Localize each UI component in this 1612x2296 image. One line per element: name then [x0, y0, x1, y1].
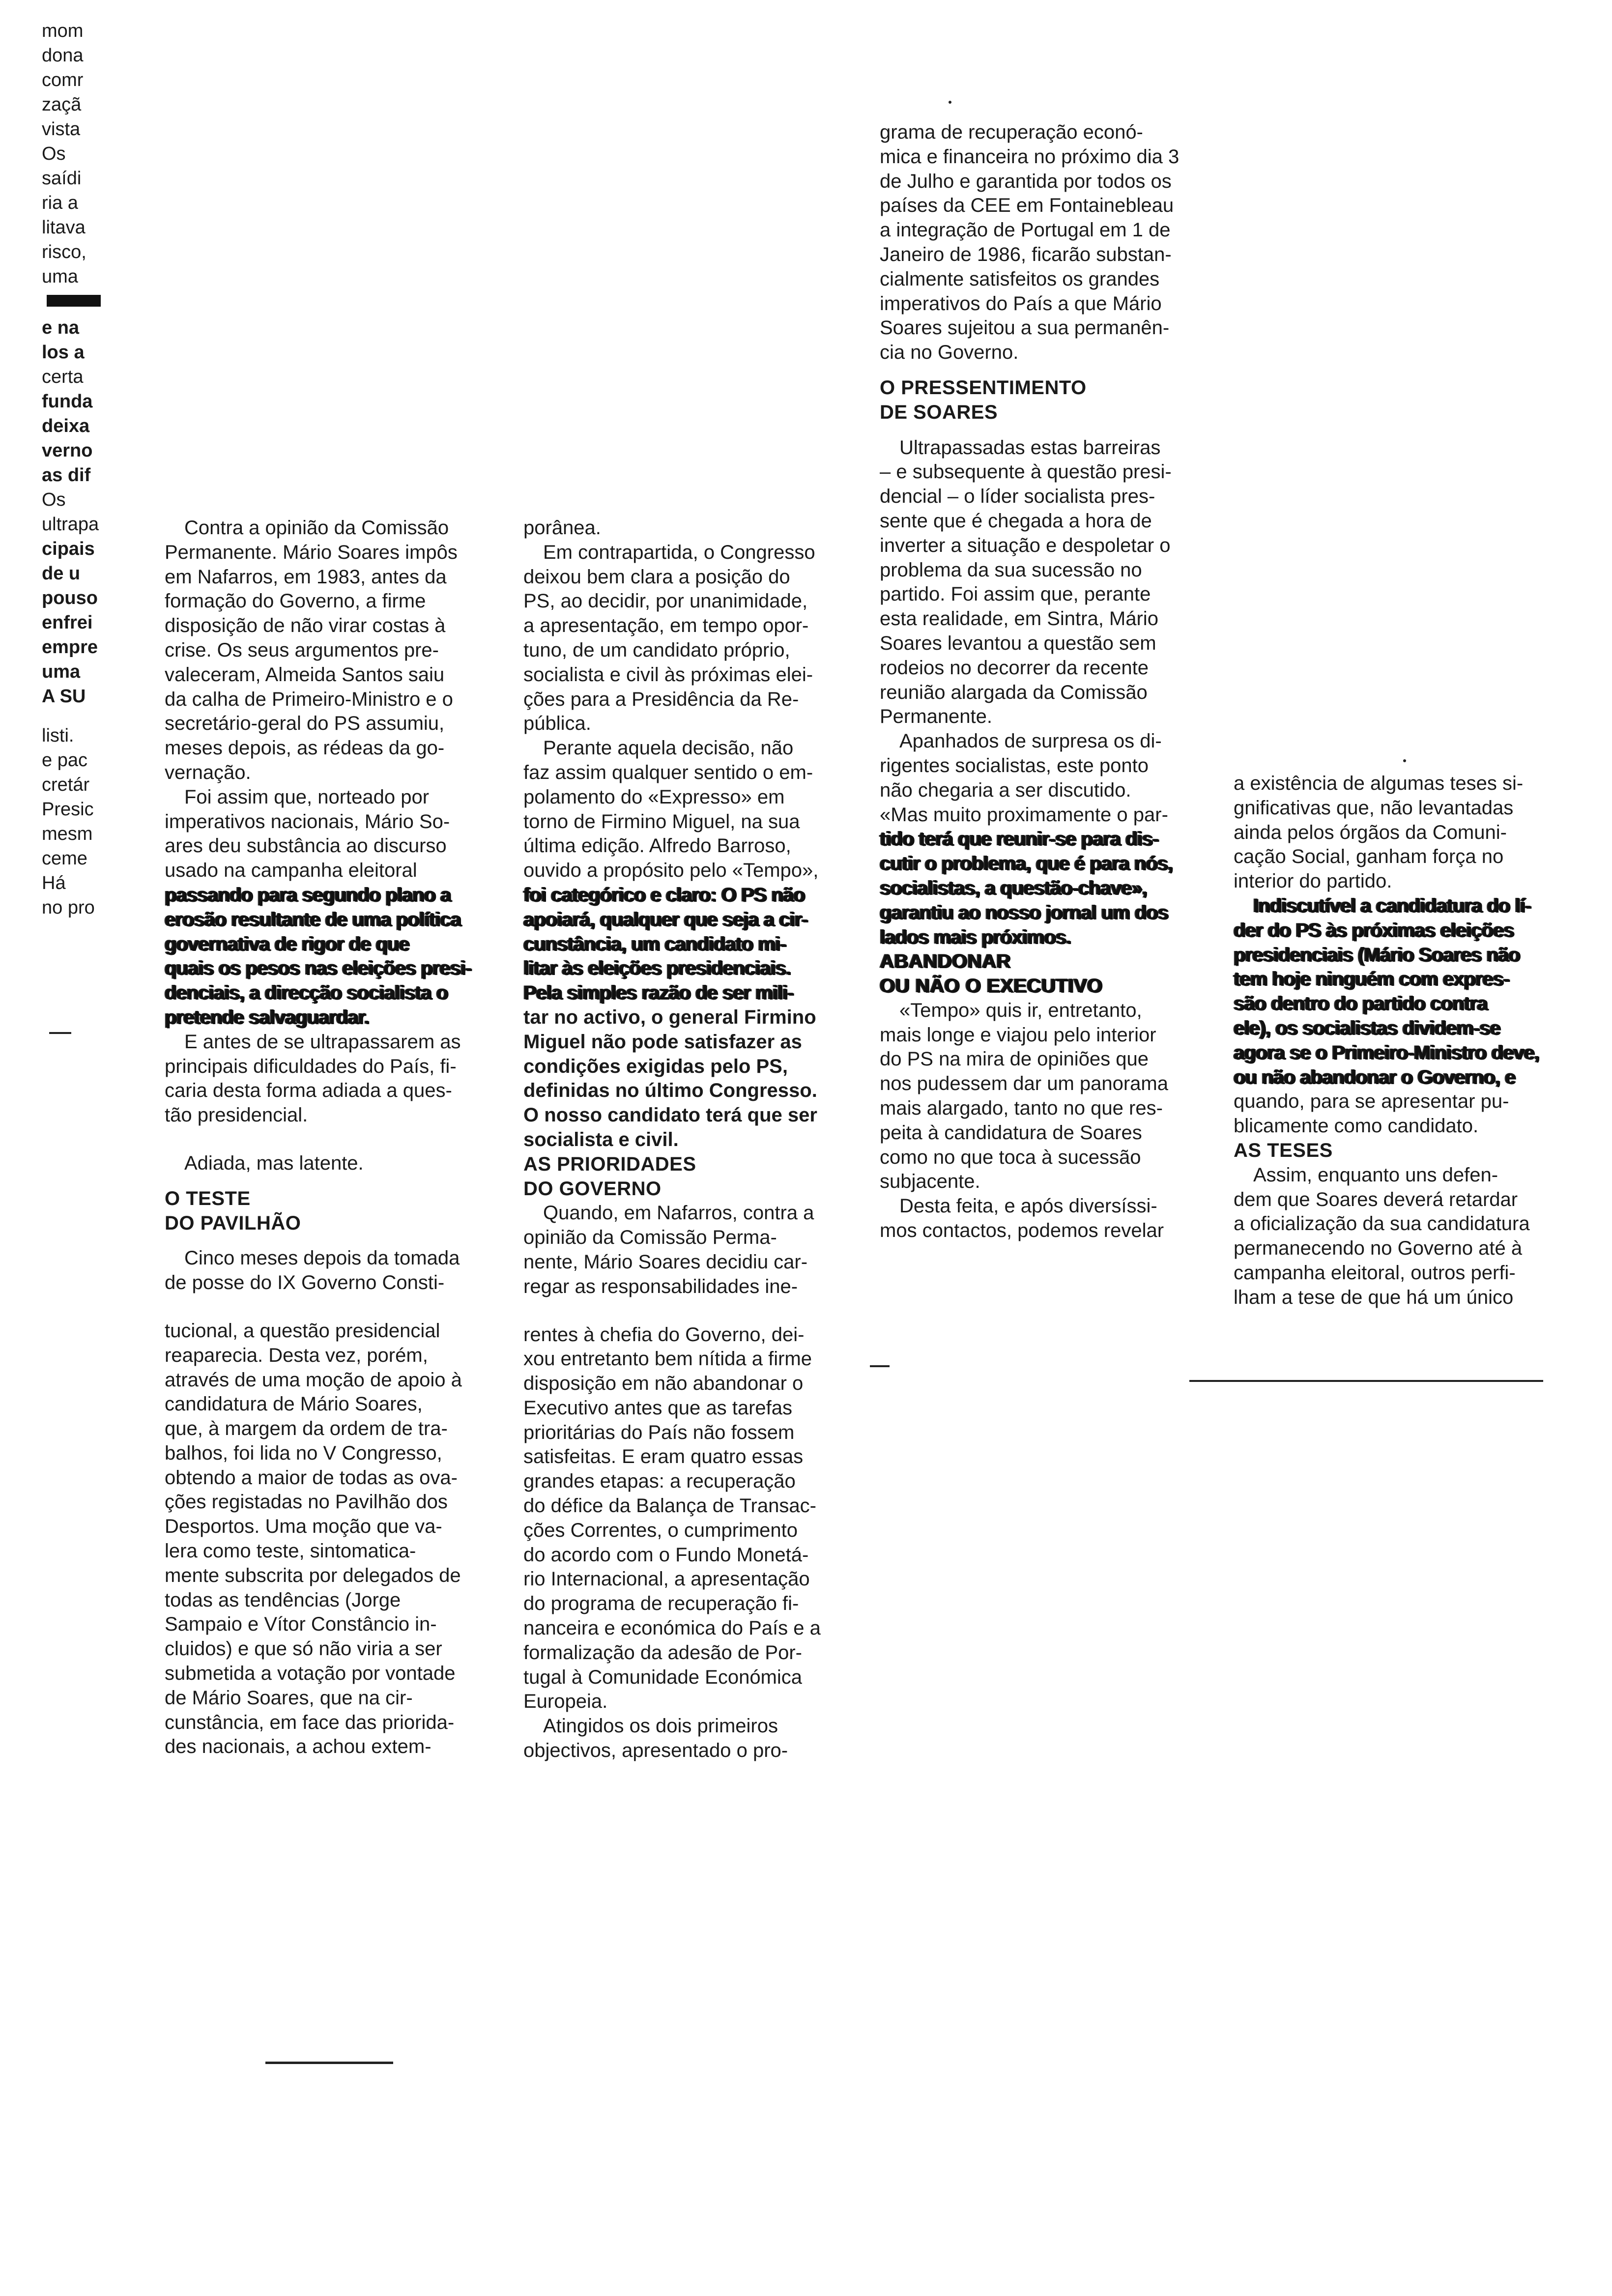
text-line: nente, Mário Soares decidiu car- — [523, 1251, 808, 1273]
text-line: inverter a situação e despoletar o — [880, 534, 1171, 556]
text-line: formação do Governo, a firme — [165, 590, 426, 612]
column-end-rule-1 — [265, 2062, 393, 2064]
text-line: dem que Soares deverá retardar — [1234, 1188, 1518, 1210]
section-heading: ABANDONAR — [880, 950, 1011, 973]
text-line: satisfeitas. E eram quatro essas — [523, 1446, 804, 1468]
text-line: balhos, foi lida no V Congresso, — [165, 1442, 442, 1464]
text-line: ou não abandonar o Governo, e — [1234, 1066, 1516, 1088]
text-line: rodeios no decorrer da recente — [880, 657, 1149, 679]
fragment-line: zaçã — [42, 94, 82, 115]
text-line: mente subscrita por delegados de — [165, 1564, 461, 1586]
text-line: Perante aquela decisão, não — [543, 737, 794, 759]
text-line: ele), os socialistas dividem-se — [1234, 1017, 1500, 1039]
text-line: Em contrapartida, o Congresso — [543, 541, 815, 563]
fragment-line: certa — [42, 367, 84, 387]
text-line: ares deu substância ao discurso — [165, 835, 447, 857]
text-line: lera como teste, sintomatica- — [165, 1540, 416, 1562]
print-speck — [1403, 759, 1406, 762]
text-line: são dentro do partido contra — [1234, 993, 1488, 1015]
text-line: Atingidos os dois primeiros — [543, 1715, 778, 1737]
fragment-line: e na — [42, 317, 80, 338]
text-line: quais os pesos nas eleições presi- — [165, 957, 472, 979]
text-line: mos contactos, podemos revelar — [880, 1220, 1164, 1242]
fragment-line: deixa — [42, 416, 90, 436]
text-line: E antes de se ultrapassarem as — [184, 1031, 461, 1053]
text-line: Indiscutível a candidatura do lí- — [1253, 894, 1531, 917]
text-line: Contra a opinião da Comissão — [184, 517, 449, 539]
text-line: principais dificuldades do País, fi- — [165, 1055, 457, 1077]
paragraph: Adiada, mas latente. — [184, 1152, 364, 1174]
text-line: definidas no último Congresso. — [523, 1080, 817, 1102]
section-heading: DO GOVERNO — [523, 1177, 662, 1200]
text-line: de posse do IX Governo Consti- — [165, 1272, 445, 1294]
text-line: Soares levantou a questão sem — [880, 632, 1156, 654]
text-line: disposição em não abandonar o — [523, 1373, 804, 1395]
fragment-line: Os — [42, 489, 66, 510]
text-line: do défice da Balança de Transac- — [523, 1495, 816, 1517]
text-line: des nacionais, a achou extem- — [165, 1736, 432, 1758]
text-line: apoiará, qualquer que seja a cir- — [523, 908, 808, 930]
fragment-line: mom — [42, 21, 84, 41]
text-line: reaparecia. Desta vez, porém, — [165, 1344, 428, 1366]
text-line: objectivos, apresentado o pro- — [523, 1740, 788, 1762]
text-line: obtendo a maior de todas as ova- — [165, 1466, 458, 1489]
fragment-line: risco, — [42, 242, 86, 262]
text-line: Europeia. — [523, 1691, 608, 1713]
fragment-line: comr — [42, 70, 84, 90]
text-line: disposição de não virar costas à — [165, 615, 446, 637]
text-line: ções registadas no Pavilhão dos — [165, 1491, 448, 1513]
text-line: nos pudessem dar um panorama — [880, 1073, 1168, 1095]
text-line: tucional, a questão presidencial — [165, 1320, 440, 1342]
fragment-line: verno — [42, 440, 93, 461]
text-line: der do PS às próximas eleições — [1234, 919, 1514, 941]
text-line: problema da sua sucessão no — [880, 559, 1142, 581]
section-rule-col3 — [1189, 1380, 1543, 1382]
text-line: última edição. Alfredo Barroso, — [523, 835, 791, 857]
text-line: imperativos do País a que Mário — [880, 292, 1162, 315]
text-line: porânea. — [523, 517, 601, 539]
text-line: formalização da adesão de Por- — [523, 1641, 802, 1664]
text-line: não chegaria a ser discutido. — [880, 779, 1131, 801]
text-line: valeceram, Almeida Santos saiu — [165, 663, 445, 686]
text-line: «Tempo» quis ir, entretanto, — [899, 999, 1142, 1021]
text-line: lham a tese de que há um único — [1234, 1286, 1514, 1308]
text-line: cunstância, em face das priorida- — [165, 1711, 455, 1733]
fragment-line: empre — [42, 637, 98, 658]
section-heading: O TESTE — [165, 1187, 251, 1209]
text-line: cutir o problema, que é para nós, — [880, 853, 1173, 875]
text-line: Permanente. — [880, 706, 993, 728]
text-line: tuno, de um candidato próprio, — [523, 639, 790, 661]
text-line: PS, ao decidir, por unanimidade, — [523, 590, 808, 612]
text-line: rigentes socialistas, este ponto — [880, 754, 1149, 776]
fragment-line: Há — [42, 873, 66, 893]
text-line: como no que toca à sucessão — [880, 1146, 1141, 1168]
text-line: mais longe e viajou pelo interior — [880, 1024, 1156, 1046]
text-line: Apanhados de surpresa os di- — [899, 730, 1162, 752]
text-line: faz assim qualquer sentido o em- — [523, 761, 813, 783]
text-line: nanceira e económica do País e a — [523, 1617, 821, 1639]
text-line: subjacente. — [880, 1171, 980, 1193]
text-line: tar no activo, o general Firmino — [523, 1006, 816, 1028]
text-line: blicamente como candidato. — [1234, 1115, 1479, 1137]
text-line: litar às eleições presidenciais. — [523, 957, 791, 979]
text-line: tão presidencial. — [165, 1104, 308, 1126]
section-heading: DE SOARES — [880, 401, 998, 423]
text-line: Permanente. Mário Soares impôs — [165, 541, 458, 563]
fragment-line: saídi — [42, 168, 82, 189]
text-line: ções para a Presidência da Re- — [523, 688, 799, 710]
fragment-line: mesm — [42, 824, 93, 844]
fragment-line: litava — [42, 217, 86, 238]
text-line: vernação. — [165, 761, 251, 783]
fragment-line: ceme — [42, 848, 87, 869]
column-4 — [1234, 772, 1553, 1310]
text-line: garantiu ao nosso jornal um dos — [880, 901, 1168, 923]
text-line: deixou bem clara a posição do — [523, 566, 790, 588]
text-line: lados mais próximos. — [880, 926, 1071, 948]
text-line: mais alargado, tanto no que res- — [880, 1097, 1163, 1119]
text-line: tugal à Comunidade Económica — [523, 1666, 803, 1688]
text-line: de Mário Soares, que na cir- — [165, 1687, 413, 1709]
text-line: gnificativas que, não levantadas — [1234, 797, 1514, 819]
text-line: esta realidade, em Sintra, Mário — [880, 608, 1158, 630]
text-line: socialistas, a questão-chave», — [880, 877, 1147, 899]
text-line: ainda pelos órgãos da Comuni- — [1234, 821, 1507, 843]
text-line: Desportos. Uma moção que va- — [165, 1516, 442, 1538]
text-line: erosão resultante de uma política — [165, 908, 461, 930]
text-line: crise. Os seus argumentos pre- — [165, 639, 439, 661]
text-line: do PS na mira de opiniões que — [880, 1048, 1149, 1070]
column-3 — [880, 120, 1199, 1243]
col3-end-rule — [870, 1365, 890, 1367]
text-line: Assim, enquanto uns defen- — [1253, 1164, 1498, 1186]
text-line: cluidos) e que só não viria a ser — [165, 1638, 442, 1660]
text-line: grama de recuperação econó- — [880, 121, 1143, 143]
text-line: ouvido a propósito pelo «Tempo», — [523, 860, 819, 882]
text-line: a apresentação, em tempo opor- — [523, 615, 809, 637]
text-line: «Mas muito proximamente o par- — [880, 804, 1168, 826]
text-line: xou entretanto bem nítida a firme — [523, 1348, 812, 1370]
column-1 — [165, 516, 484, 1759]
fragment-line: funda — [42, 391, 93, 412]
text-line: Pela simples razão de ser mili- — [523, 982, 794, 1004]
column-2 — [523, 516, 843, 1763]
fragment-line: vista — [42, 119, 81, 140]
fragment-line: pouso — [42, 588, 98, 608]
text-line: campanha eleitoral, outros perfi- — [1234, 1262, 1516, 1284]
text-line: Cinco meses depois da tomada — [184, 1247, 460, 1269]
fragment-line: ultrapa — [42, 514, 99, 535]
text-line: a integração de Portugal em 1 de — [880, 219, 1171, 241]
text-line: quando, para se apresentar pu- — [1234, 1091, 1509, 1113]
section-heading: OU NÃO O EXECUTIVO — [880, 975, 1103, 997]
text-line: Executivo antes que as tarefas — [523, 1397, 792, 1419]
fragment-bar — [47, 295, 101, 307]
fragment-line: no pro — [42, 897, 95, 918]
fragment-line: los a — [42, 342, 85, 363]
fragment-line: dona — [42, 45, 84, 66]
fragment-line: uma — [42, 661, 81, 682]
fragment-line: listi. — [42, 725, 74, 746]
text-line: cação Social, ganham força no — [1234, 846, 1504, 868]
fragment-line: as dif — [42, 465, 91, 486]
text-line: dencial – o líder socialista pres- — [880, 486, 1155, 508]
text-line: torno de Firmino Miguel, na sua — [523, 810, 800, 832]
text-line: secretário-geral do PS assumiu, — [165, 713, 445, 735]
text-line: Desta feita, e após diversíssi- — [899, 1195, 1157, 1217]
text-line: grandes etapas: a recuperação — [523, 1470, 796, 1492]
section-heading: AS PRIORIDADES — [523, 1153, 696, 1175]
text-line: caria desta forma adiada a ques- — [165, 1080, 452, 1102]
text-line: prioritárias do País não fossem — [523, 1421, 795, 1443]
text-line: pretende salvaguardar. — [165, 1006, 369, 1028]
text-line: Miguel não pode satisfazer as — [523, 1031, 802, 1053]
text-line: cunstância, um candidato mi- — [523, 933, 786, 955]
text-line: sente que é chegada a hora de — [880, 510, 1152, 532]
text-line: tem hoje ninguém com expres- — [1234, 968, 1510, 990]
text-line: socialista e civil. — [523, 1128, 679, 1150]
text-line: rio Internacional, a apresentação — [523, 1568, 810, 1590]
text-line: cialmente satisfeitos os grandes — [880, 268, 1160, 290]
text-line: cia no Governo. — [880, 342, 1019, 364]
fragment-line: enfrei — [42, 612, 93, 633]
fragment-line: Presic — [42, 799, 94, 820]
fragment-line: ria a — [42, 193, 78, 213]
text-line: interior do partido. — [1234, 870, 1392, 892]
section-heading: AS TESES — [1234, 1139, 1333, 1161]
text-line: O nosso candidato terá que ser — [523, 1104, 817, 1126]
fragment-line: A SU — [42, 686, 86, 707]
text-line: foi categórico e claro: O PS não — [523, 884, 805, 906]
print-speck — [949, 101, 951, 104]
text-line: permanecendo no Governo até à — [1234, 1237, 1523, 1260]
text-line: socialista e civil às próximas elei- — [523, 663, 813, 686]
text-line: regar as responsabilidades ine- — [523, 1275, 798, 1297]
text-line: em Nafarros, em 1983, antes da — [165, 566, 447, 588]
text-line: – e subsequente à questão presi- — [880, 461, 1172, 483]
text-line: denciais, a direcção socialista o — [165, 982, 448, 1004]
text-line: todas as tendências (Jorge — [165, 1589, 401, 1611]
text-line: ções Correntes, o cumprimento — [523, 1519, 798, 1541]
text-line: tido terá que reunir-se para dis- — [880, 828, 1159, 850]
text-line: opinião da Comissão Perma- — [523, 1227, 777, 1249]
fragment-line: cipais — [42, 539, 95, 559]
text-line: polamento do «Expresso» em — [523, 786, 785, 808]
fragment-line: Os — [42, 144, 66, 164]
text-line: do programa de recuperação fi- — [523, 1593, 799, 1615]
text-line: de Julho e garantida por todos os — [880, 170, 1172, 192]
fragment-line: cretár — [42, 775, 90, 795]
text-line: presidenciais (Mário Soares não — [1234, 944, 1520, 966]
text-line: Quando, em Nafarros, contra a — [543, 1202, 814, 1224]
text-line: rentes à chefia do Governo, dei- — [523, 1323, 805, 1346]
text-line: reunião alargada da Comissão — [880, 681, 1148, 703]
text-line: do acordo com o Fundo Monetá- — [523, 1544, 809, 1566]
text-line: candidatura de Mário Soares, — [165, 1393, 423, 1415]
text-line: da calha de Primeiro-Ministro e o — [165, 688, 453, 710]
text-line: partido. Foi assim que, perante — [880, 583, 1151, 605]
text-line: agora se o Primeiro-Ministro deve, — [1234, 1041, 1539, 1063]
text-line: governativa de rigor de que — [165, 933, 409, 955]
text-line: a existência de algumas teses si- — [1234, 773, 1524, 794]
text-line: Foi assim que, norteado por — [184, 786, 430, 808]
fragment-line: e pac — [42, 750, 87, 771]
text-line: Ultrapassadas estas barreiras — [899, 436, 1161, 459]
left-fragment-rule — [49, 1032, 71, 1034]
text-line: mica e financeira no próximo dia 3 — [880, 145, 1180, 168]
text-line: Sampaio e Vítor Constâncio in- — [165, 1613, 437, 1636]
text-line: meses depois, as rédeas da go- — [165, 737, 445, 759]
text-line: Soares sujeitou a sua permanên- — [880, 317, 1170, 339]
text-line: países da CEE em Fontainebleau — [880, 195, 1174, 217]
section-heading: DO PAVILHÃO — [165, 1212, 301, 1234]
text-line: condições exigidas pelo PS, — [523, 1055, 788, 1077]
text-line: a oficialização da sua candidatura — [1234, 1213, 1530, 1235]
text-line: imperativos nacionais, Mário So- — [165, 810, 450, 832]
section-heading: O PRESSENTIMENTO — [880, 376, 1087, 399]
text-line: Janeiro de 1986, ficarão substan- — [880, 243, 1172, 265]
text-line: usado na campanha eleitoral — [165, 860, 417, 882]
text-line: que, à margem da ordem de tra- — [165, 1418, 448, 1440]
left-column-fragment — [42, 19, 120, 920]
text-line: peita à candidatura de Soares — [880, 1121, 1142, 1144]
text-line: pública. — [523, 713, 591, 735]
fragment-line: uma — [42, 266, 78, 287]
text-line: passando para segundo plano a — [165, 884, 451, 906]
text-line: através de uma moção de apoio à — [165, 1369, 462, 1391]
fragment-line: de u — [42, 563, 81, 584]
text-line: submetida a votação por vontade — [165, 1663, 456, 1685]
